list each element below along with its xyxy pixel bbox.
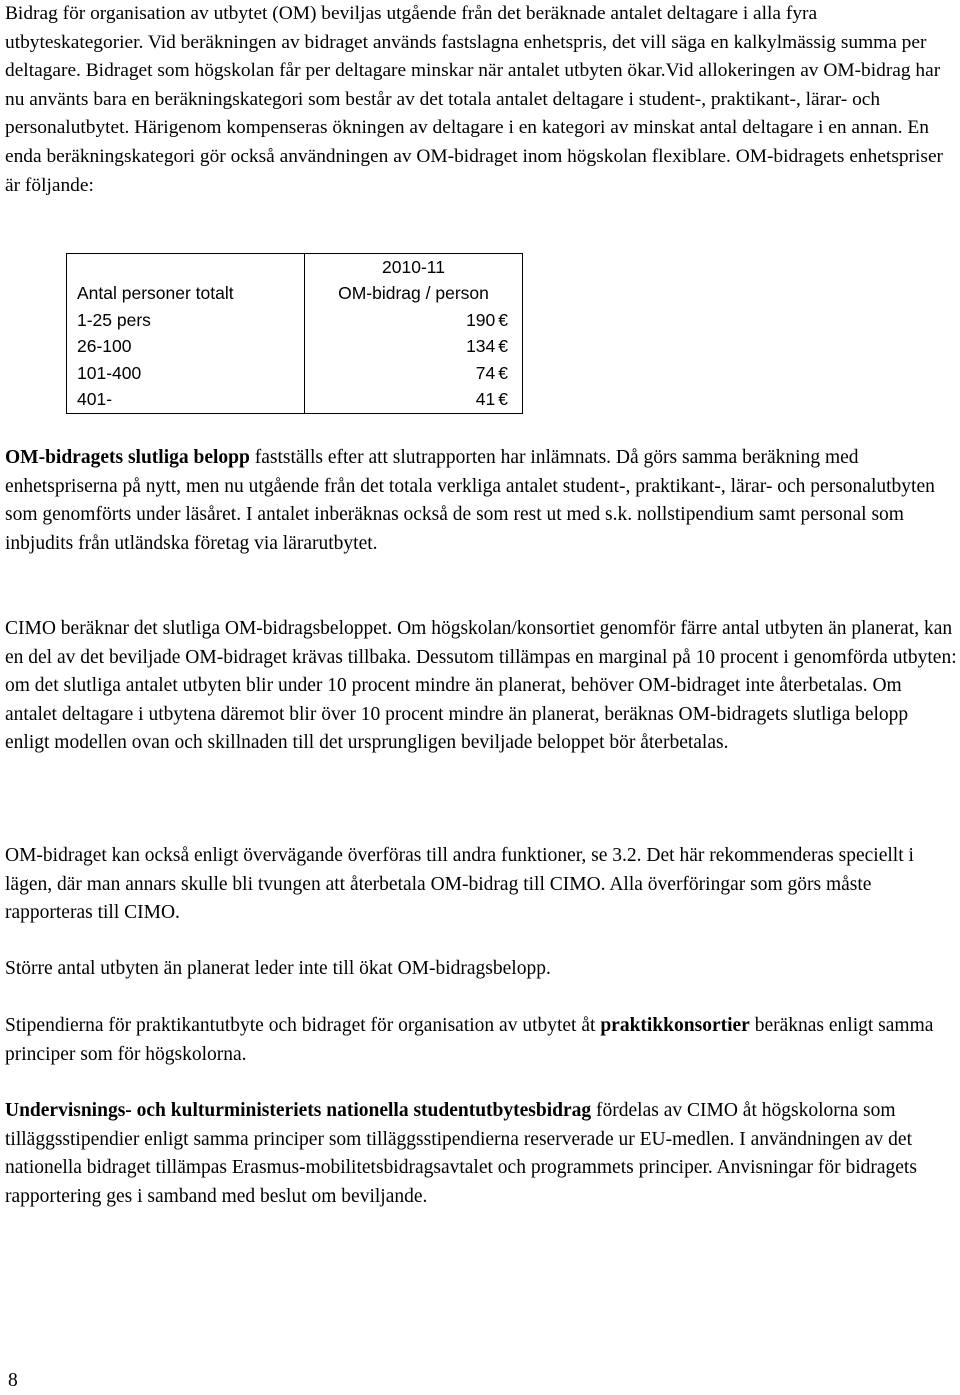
cimo-calculation-paragraph: CIMO beräknar det slutliga OM-bidragsbeloppet. Om högskolan/konsortiet genomför färre antal utbyten än planerat, kan en del av det beviljade OM-bidraget krävas tillbaka. Dessutom tillämpas en marginal på 10 procent i genomförda utbyten: om det slutliga antalet utbyten blir under 10 procent mindre än planerat, behöver OM-bidraget inte återbetalas. Om antalet deltagare i utbytena däremot blir över 10 procent mindre än planerat, beräknas OM-bidragets slutliga belopp enligt modellen ovan och skillnaden till det ursprungligen beviljade beloppet bör återbetalas.	[5, 618, 957, 754]
euro-symbol: €	[498, 336, 508, 357]
consortia-bold: praktikkonsortier	[600, 1015, 750, 1036]
range-cell: 1-25 pers	[67, 307, 305, 334]
range-cell: 401-	[67, 387, 305, 414]
table-row	[67, 360, 523, 387]
final-amount-text: fastställs efter att slutrapporten har inlämnats. Då görs samma beräkning med enhetspriserna på nytt, men nu utgående från det totala verkliga antalet student-, praktikant-, lärar- och personalutbyten som genomförts under läsåret. I antalet inberäknas också de som rest ut med s.k. nollstipendium samt personal som inbjudits från utländska företag via lärarutbytet.	[5, 447, 935, 554]
col-amount-header: OM-bidrag / person	[305, 281, 523, 308]
national-grant-heading: Undervisnings- och kulturministeriets nationella studentutbytesbidrag	[5, 1100, 592, 1121]
table-row	[67, 387, 523, 414]
euro-symbol: €	[498, 362, 508, 383]
intro-paragraph	[5, 0, 957, 200]
transfer-paragraph: OM-bidraget kan också enligt övervägande överföras till andra funktioner, se 3.2. Det här rekommenderas speciellt i lägen, där man annars skulle bli tvungen att återbetala OM-bidrag till CIMO. Alla överföringar som görs måste rapporteras till CIMO.	[5, 845, 914, 924]
amount-cell	[305, 307, 523, 334]
page-number: 8	[8, 1370, 18, 1391]
amount-cell	[305, 360, 523, 387]
range-cell: 101-400	[67, 360, 305, 387]
euro-symbol: €	[498, 309, 508, 330]
consortia-text-2: beräknas enligt samma principer som för högskolorna.	[5, 1015, 934, 1065]
unit-price-table	[66, 253, 523, 414]
amount-value: 41	[475, 389, 496, 410]
intro-text-2: Vid allokeringen av OM-bidrag har nu använts bara en beräkningskategori som består av det totala antalet deltagare i student-, praktikant-, lärar- och personalutbytet. Härigenom kompenseras ökningen av deltagare i en kategori av minskat antal deltagare i en annan. En enda beräkningskategori gör också användningen av OM-bidraget inom högskolan flexiblare. OM-bidragets enhetspriser är följande:	[5, 60, 944, 196]
internship-consortia-paragraph	[5, 1012, 957, 1069]
national-grant-paragraph	[5, 1097, 957, 1211]
final-amount-heading: OM-bidragets slutliga belopp	[5, 447, 250, 468]
table-year-header: 2010-11	[305, 254, 523, 281]
amount-cell	[305, 334, 523, 361]
amount-value: 190	[466, 309, 496, 330]
col-persons-header: Antal personer totalt	[67, 281, 305, 308]
table-header-empty	[67, 254, 305, 281]
amount-cell	[305, 387, 523, 414]
table-header-row	[67, 281, 523, 308]
table-row	[67, 307, 523, 334]
table-row	[67, 334, 523, 361]
consortia-text-1: Stipendierna för praktikantutbyte och bidraget för organisation av utbytet åt	[5, 1015, 601, 1036]
euro-symbol: €	[498, 389, 508, 410]
range-cell: 26-100	[67, 334, 305, 361]
more-exchanges-paragraph: Större antal utbyten än planerat leder inte till ökat OM-bidragsbelopp.	[5, 958, 551, 979]
final-amount-paragraph	[5, 444, 957, 558]
amount-value: 74	[475, 362, 496, 383]
amount-value: 134	[466, 336, 496, 357]
table-header-row	[67, 254, 523, 281]
intro-text-1: Bidrag för organisation av utbytet (OM) beviljas utgående från det beräknade antalet deltagare i alla fyra utbyteskategorier. Vid beräkningen av bidraget används fastslagna enhetspris, det vill säga en kalkylmässig summa per deltagare. Bidraget som högskolan får per deltagare minskar när antalet utbyten ökar.	[5, 3, 927, 82]
national-grant-text: fördelas av CIMO åt högskolorna som tilläggsstipendier enligt samma principer som tilläggsstipendierna reserverade ur EU-medlen. I användningen av det nationella bidraget tillämpas Erasmus-mobilitetsbidragsavtalet och programmets principer. Anvisningar för bidragets rapportering ges i samband med beslut om beviljande.	[5, 1100, 917, 1207]
